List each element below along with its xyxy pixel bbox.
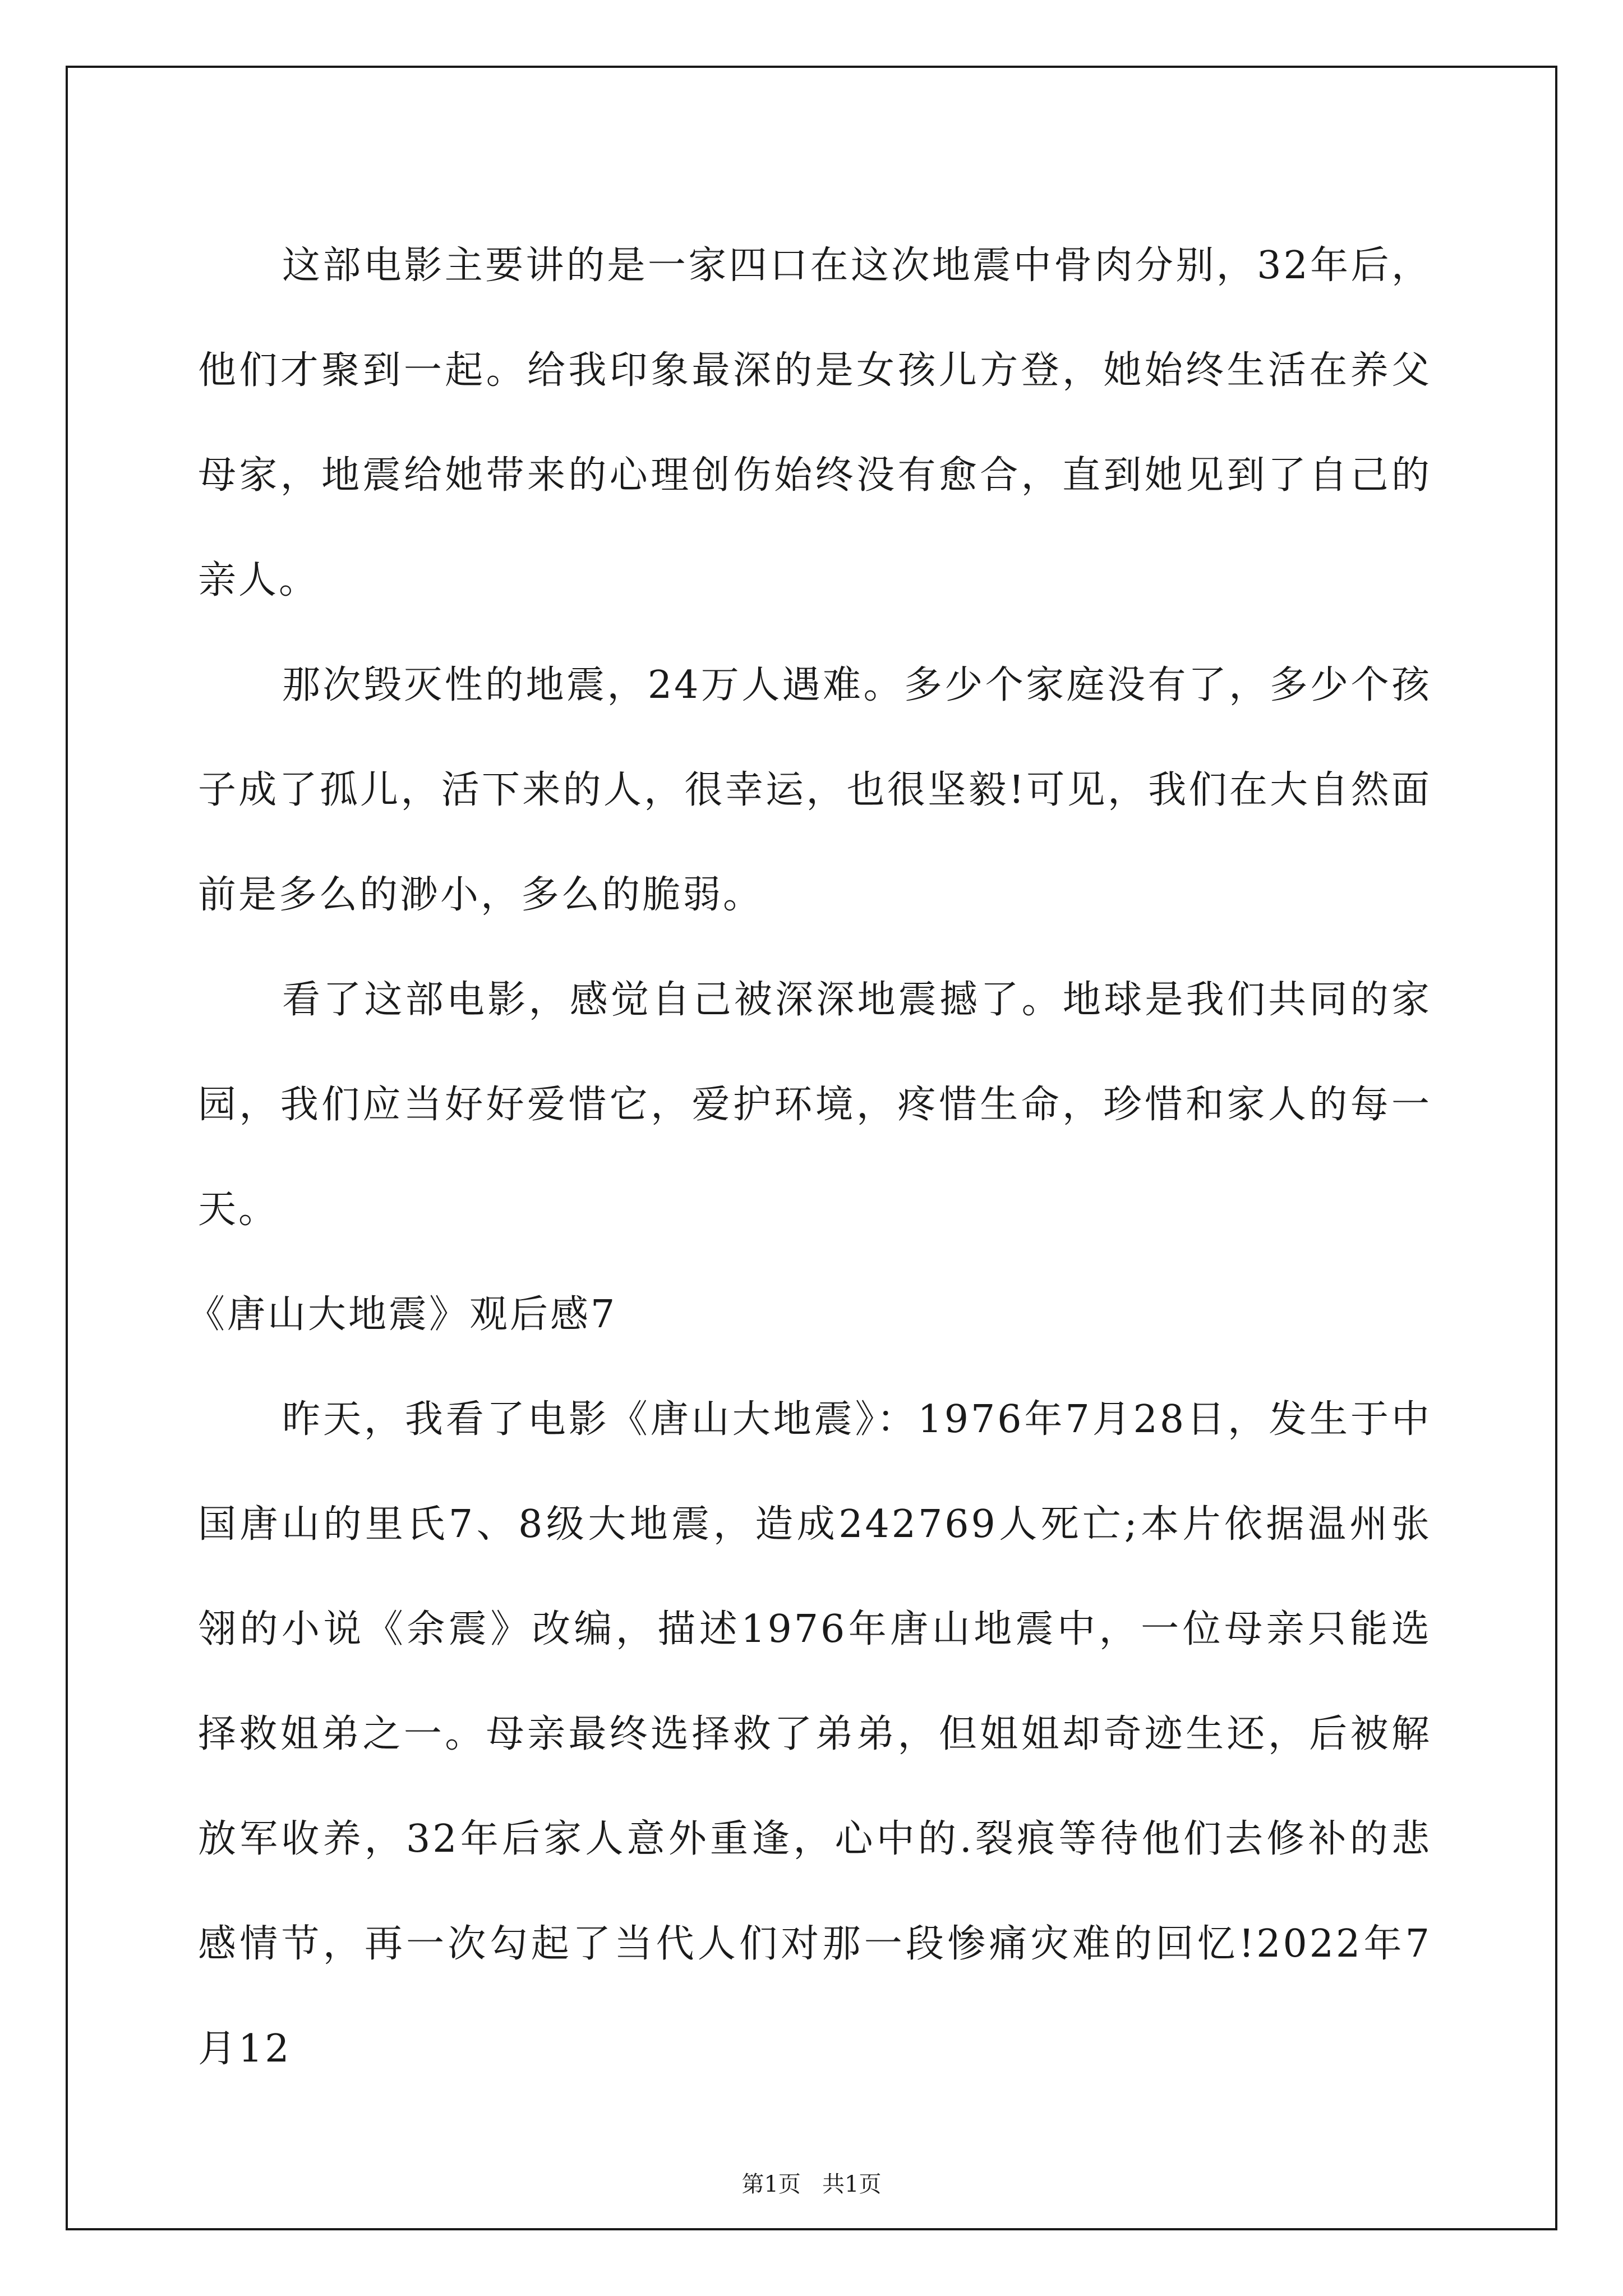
paragraph-3: 看了这部电影，感觉自己被深深地震撼了。地球是我们共同的家园，我们应当好好爱惜它，爱护环境，疼惜生命，珍惜和家人的每一天。 (198, 978, 1432, 1232)
section-title: 《唐山大地震》观后感7 (187, 1292, 617, 1337)
section-paragraph: 昨天，我看了电影《唐山大地震》：1976年7月28日，发生于中国唐山的里氏7、8级大地震，造成242769人死亡;本片依据温州张翎的小说《余震》改编，描述1976年唐山地震中，一位母亲只能选择救姐弟之一。母亲最终选择救了弟弟，但姐姐却奇迹生还，后被解放军收养，32年后家人意外重逢，心中的.裂痕等待他们去修补的悲感情节，再一次勾起了当代人们对那一段惨痛灾难的回忆!2022年7月12 (198, 1397, 1432, 2071)
paragraph-2: 那次毁灭性的地震，24万人遇难。多少个家庭没有了，多少个孩子成了孤儿，活下来的人，很幸运，也很坚毅!可见，我们在大自然面前是多么的渺小，多么的脆弱。 (198, 663, 1432, 917)
page-number: 第1页 共1页 (741, 2171, 882, 2197)
document-body (187, 213, 1432, 2101)
paragraph-1: 这部电影主要讲的是一家四口在这次地震中骨肉分别，32年后，他们才聚到一起。给我印象最深的是女孩儿方登，她始终生活在养父母家，地震给她带来的心理创伤始终没有愈合，直到她见到了自己的亲人。 (198, 243, 1432, 602)
